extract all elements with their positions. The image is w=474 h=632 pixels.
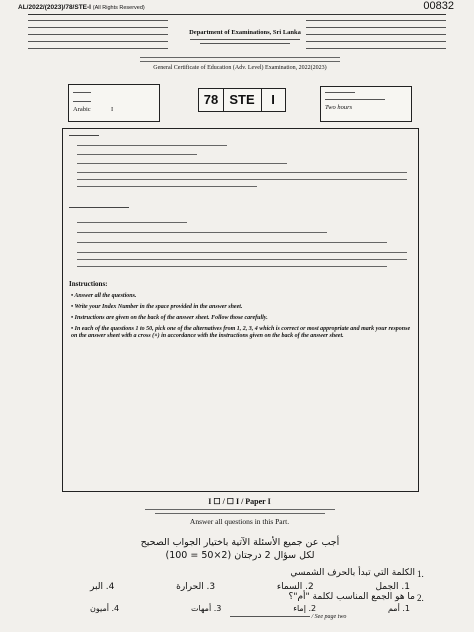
subject-code: STE: [223, 89, 262, 111]
options: [90, 604, 410, 613]
footer-text: / See page two: [311, 614, 347, 620]
exam-title-en: General Certificate of Education (Adv. Level) Examination, 2022(2023): [153, 65, 327, 71]
paper-label: I ☐ / ☐ I / Paper I: [208, 497, 271, 506]
rights-notice: (All Rights Reserved): [92, 5, 145, 11]
option-3[interactable]: 3. الحرارة: [176, 582, 216, 592]
instruction-item: • Instructions are given on the back of the answer sheet. Follow those carefully.: [71, 315, 268, 321]
subject-numeral: I: [111, 106, 114, 113]
subject-box: [68, 84, 160, 122]
question-text: الكلمة التي تبدأ بالحرف الشمسي: [290, 568, 415, 578]
time-box: [320, 86, 412, 122]
question-text: ما هو الجمع المناسب لكلمة "أم"؟: [288, 592, 415, 602]
duration: Two hours: [325, 104, 353, 111]
option-2[interactable]: 2. السماء: [276, 582, 314, 592]
instruction-item: • Answer all the questions.: [71, 293, 137, 299]
option-4[interactable]: 4. البر: [90, 582, 115, 592]
paper-section-header: [62, 497, 417, 526]
option-2[interactable]: 2. إماء: [293, 604, 317, 613]
instruction-item: • In each of the questions 1 to 50, pick one of the alternatives from 1, 2, 3, 4 which is correct or most appropriate and mark your response on the answer sheet with a cross (×) in accordance with the instructions given on the back of the answer sheet.: [71, 326, 411, 339]
question-number: 2.: [417, 593, 424, 603]
arabic-instruction: أجب عن جميع الأسئلة الآتية باختيار الجواب الصحيح: [140, 537, 340, 548]
option-4[interactable]: 4. أميون: [90, 604, 120, 613]
option-3[interactable]: 3. أمهات: [191, 604, 222, 613]
arabic-marks: لكل سؤال 2 درجتان (2×50 = 100): [165, 550, 315, 561]
option-1[interactable]: 1. أمم: [387, 604, 410, 613]
serial-number: 00832: [423, 0, 454, 12]
department-brand: [170, 15, 320, 44]
paper-part: I: [271, 92, 275, 107]
paper-code-box: [198, 88, 286, 112]
exam-title-block: [120, 54, 360, 73]
instructions-heading: Instructions:: [69, 280, 108, 288]
department-name: Department of Examinations, Sri Lanka: [189, 29, 301, 36]
options: [90, 582, 410, 592]
paper-number: 78: [199, 89, 224, 111]
instruction-item: • Write your Index Number in the space provided in the answer sheet.: [71, 304, 243, 310]
paper-code-text: AL/2022/(2023)/78/STE-I: [18, 4, 91, 11]
paper-code: [18, 4, 145, 11]
instructions-box: [62, 128, 419, 492]
option-1[interactable]: 1. الجمل: [375, 582, 410, 592]
question-number: 1.: [417, 569, 424, 579]
answer-all-text: Answer all questions in this Part.: [189, 517, 290, 526]
subject-label: Arabic: [73, 106, 91, 113]
page-footer: [230, 614, 346, 620]
